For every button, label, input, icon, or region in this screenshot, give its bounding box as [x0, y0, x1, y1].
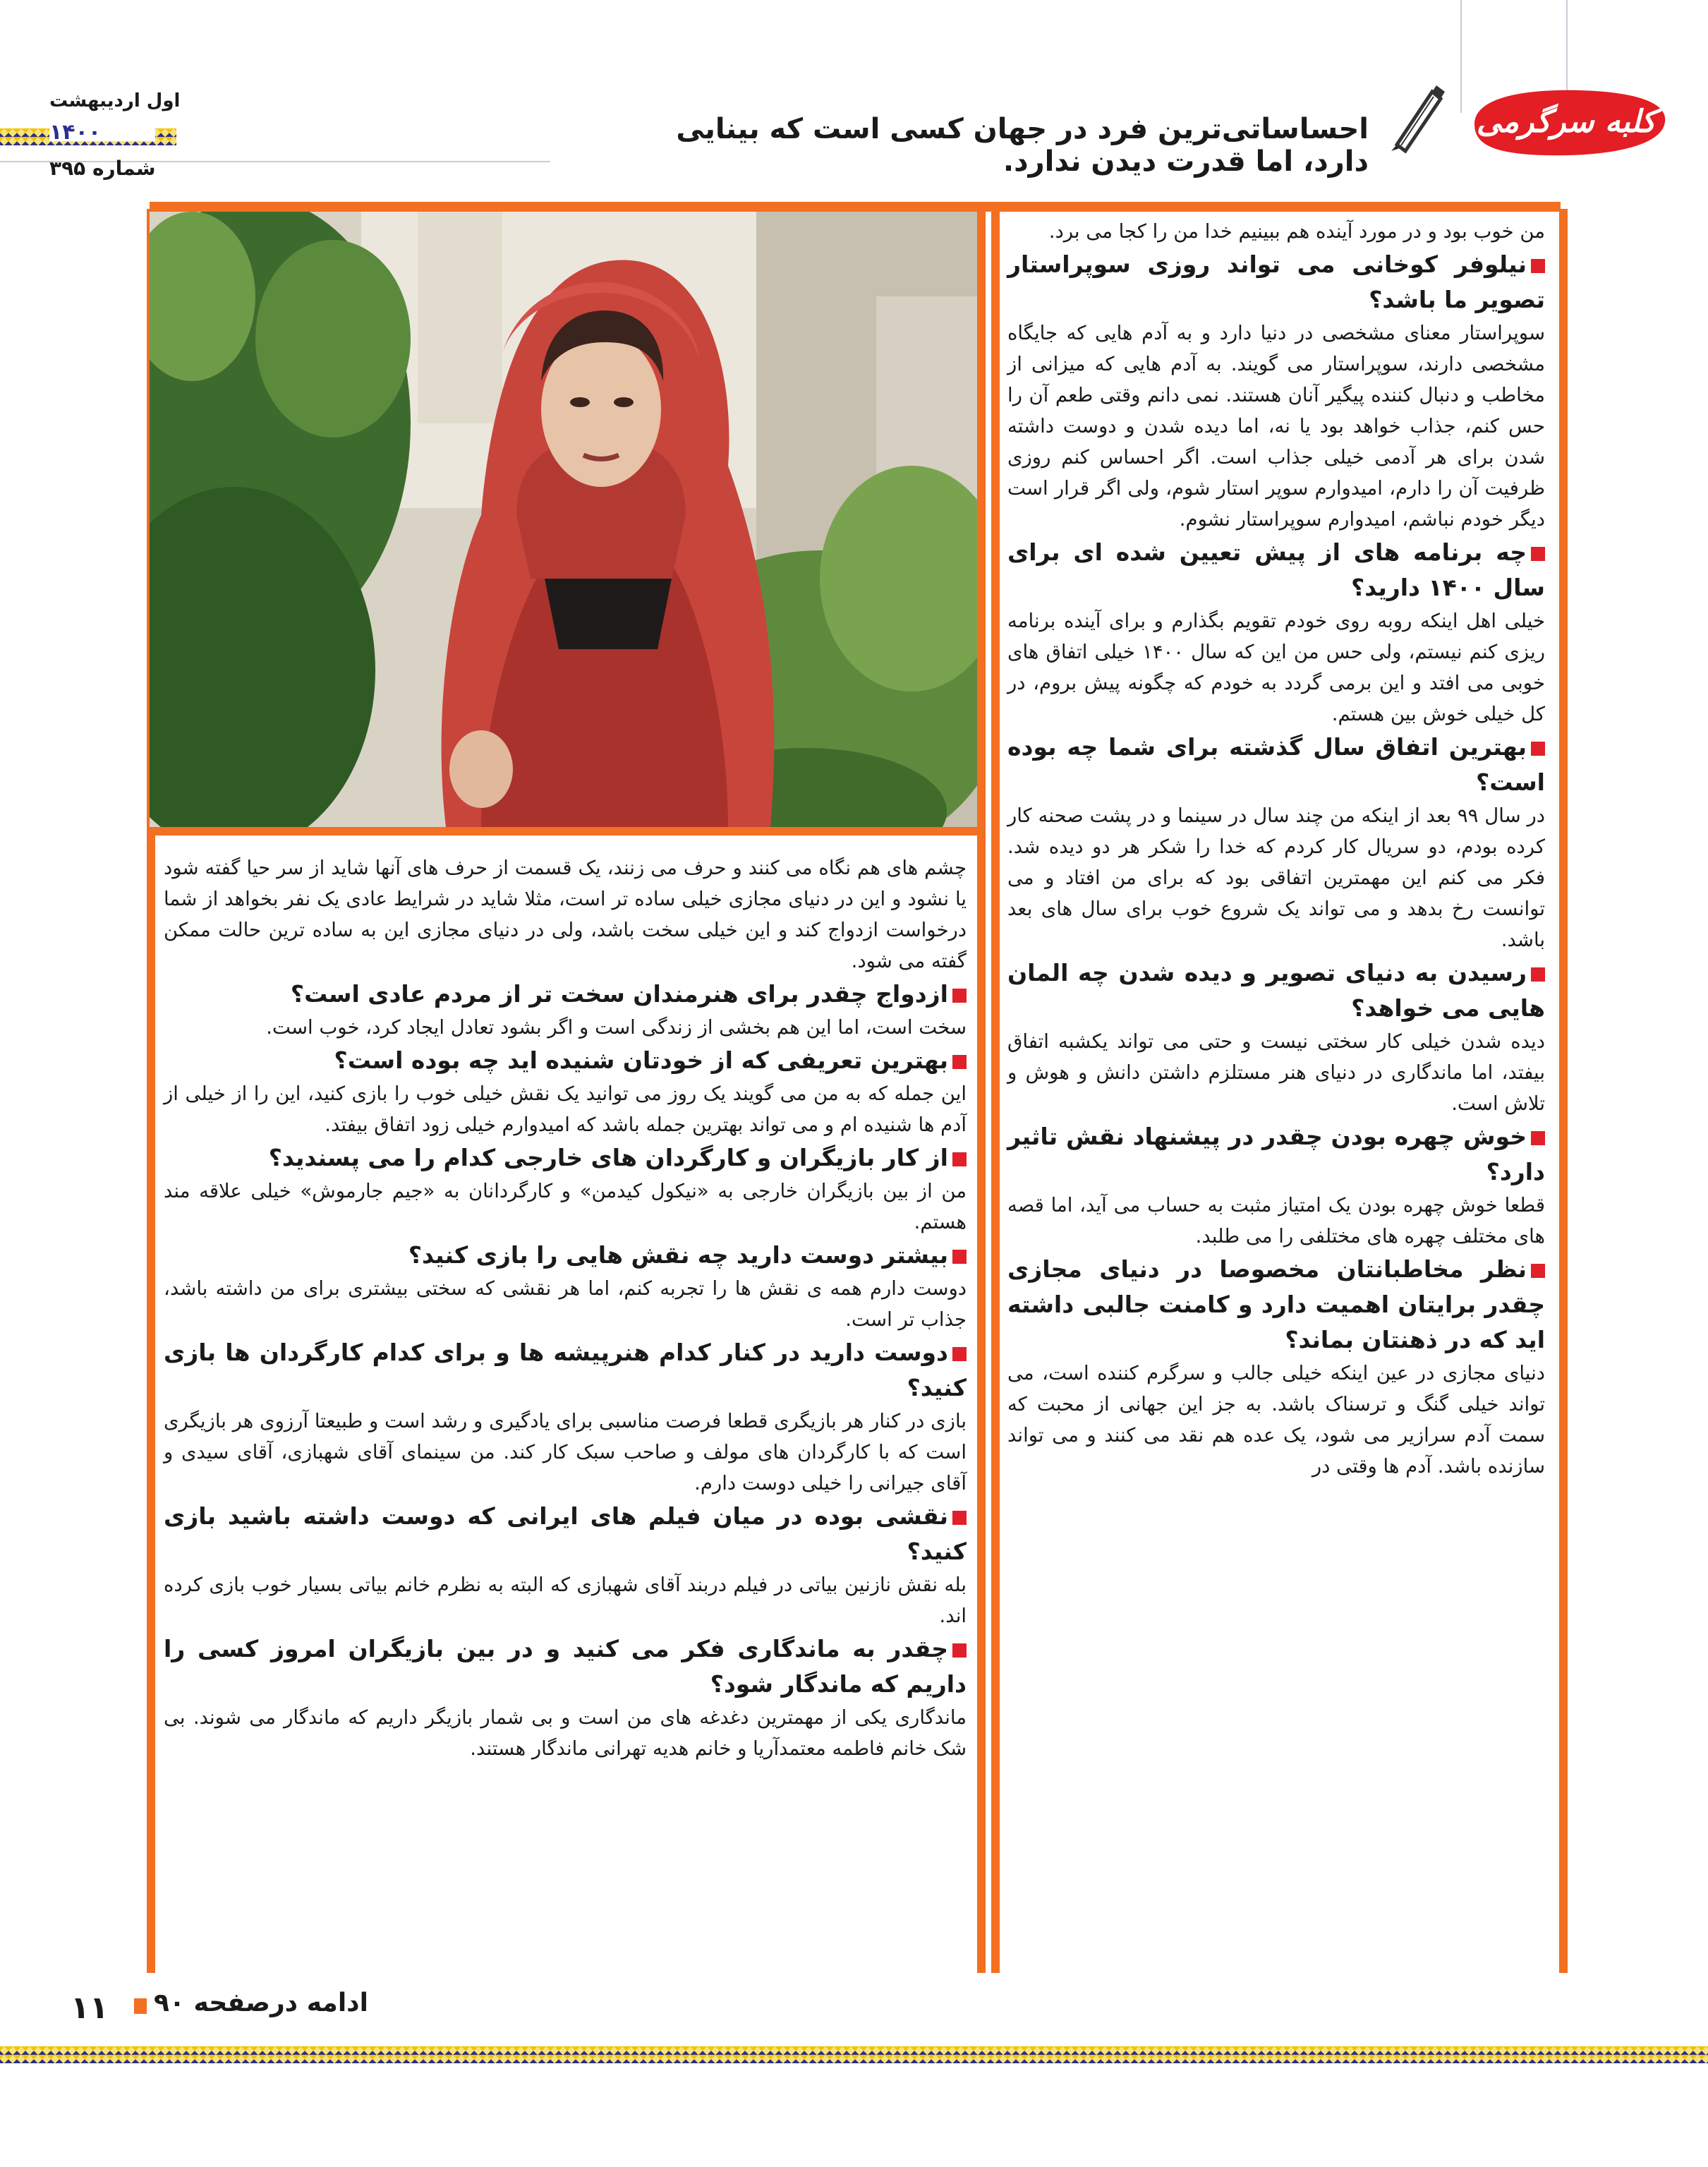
answer-paragraph: بازی در کنار هر بازیگری قطعا فرصت مناسبی برای یادگیری و رشد است و طبیعتا آرزوی هر بازیگری است که با کارگردان های مولف و صاحب سبک کار کند. من سینمای آقای شهبازی، آقای سیدی و آقای جیرانی را خیلی دوست دارم. — [164, 1410, 967, 1495]
interview-question — [164, 1238, 967, 1273]
right-text-column — [1007, 216, 1545, 1482]
interview-question — [164, 1043, 967, 1078]
answer-paragraph: سوپراستار معنای مشخصی در دنیا دارد و به آدم هایی که جایگاه مشخصی دارند، سوپراستار می گویند. به آدم هایی که میزانی از مخاطب و دنبال کننده پیگیر آنان هستند. نمی دانم وقتی طعم آن را حس کنم، جذاب خواهد بود یا نه، اما دیده شدن و دوست داشته شدن برای هر آدمی خیلی جذاب است. اگر احساس کنم روزی ظرفیت آن را دارم، امیدوارم سوپر استار شوم، ولی اگر قرار است دیگر خودم نباشم، امیدوارم سوپراستار نشوم. — [1007, 322, 1545, 531]
question-text: چه برنامه های از پیش تعیین شده ای برای سال ۱۴۰۰ دارید؟ — [1007, 538, 1545, 601]
interview-question — [1007, 955, 1545, 1026]
bottom-checker-strip — [0, 2046, 1708, 2063]
photo-bottom-line — [150, 827, 986, 835]
red-square-bullet-icon — [952, 1152, 967, 1166]
answer-paragraph: خیلی اهل اینکه روبه روی خودم تقویم بگذارم و برای آینده برنامه ریزی کنم نیستم، ولی حس من این که سال ۱۴۰۰ خیلی اتفاق های خوبی می افتد و این برمی گردد به خودم که چگونه پیش بروم، در کل خیلی خوش بین هستم. — [1007, 610, 1545, 725]
answer-paragraph: دنیای مجازی در عین اینکه خیلی جالب و سرگرم کننده است، می تواند خیلی گنگ و ترسناک باشد. به جز این جهانی از محبت که سمت آدم سرازیر می شود، یک عده هم نقد می کنند و می تواند سازنده باشد. آدم ها وقتی در — [1007, 1362, 1545, 1478]
left-text-column — [164, 852, 967, 1764]
pencil-icon — [1383, 78, 1446, 155]
answer-paragraph: سخت است، اما این هم بخشی از زندگی است و اگر بشود تعادل ایجاد کرد، خوب است. — [266, 1016, 967, 1039]
red-square-bullet-icon — [952, 1643, 967, 1658]
question-text: بهترین تعریفی که از خودتان شنیده اید چه بوده است؟ — [334, 1046, 948, 1074]
continued-note: ادامه درصفحه ۹۰ — [154, 1988, 368, 2017]
interview-question — [164, 1335, 967, 1406]
answer-paragraph: قطعا خوش چهره بودن یک امتیاز مثبت به حساب می آید، اما قصه های مختلف چهره های مختلفی را می طلبد. — [1007, 1194, 1545, 1248]
answer-paragraph: دوست دارم همه ی نقش ها را تجربه کنم، اما هر نقشی که سختی بیشتری برای من داشته باشد، جذاب تر است. — [164, 1277, 967, 1331]
red-square-bullet-icon — [952, 1250, 967, 1264]
answer-paragraph: من خوب بود و در مورد آینده هم ببینیم خدا من را کجا می برد. — [1048, 220, 1545, 243]
header-quote: احساساتی‌ترین فرد در جهان کسی است که بینایی دارد، اما قدرت دیدن ندارد. — [676, 113, 1369, 178]
red-square-bullet-icon — [1531, 1131, 1545, 1145]
portrait-photo — [150, 212, 977, 827]
red-square-bullet-icon — [1531, 967, 1545, 982]
magazine-logo — [1460, 83, 1672, 161]
interview-question — [1007, 1119, 1545, 1190]
interview-question — [164, 977, 967, 1012]
red-square-bullet-icon — [1531, 259, 1545, 273]
answer-paragraph: این جمله که به من می گویند یک روز می توانید یک نقش خیلی خوب را بازی کنید، این را از خیلی از آدم ها شنیده ام و می تواند بهترین جمله باشد که امیدوارم خیلی زود اتفاق بیفتد. — [164, 1082, 967, 1136]
interview-question — [164, 1140, 967, 1176]
question-text: نیلوفر کوخانی می تواند روزی سوپراستار تصویر ما باشد؟ — [1007, 250, 1545, 313]
answer-paragraph: چشم های هم نگاه می کنند و حرف می زنند، یک قسمت از حرف های آنها شاید از سر حیا گفته شود یا نشود و این در دنیای مجازی خیلی ساده تر است، مثلا شاید در شرایط عادی یک نفر بخواهد از شما درخواست ازدواج کند و این خیلی سخت باشد، ولی در دنیای مجازی این به ساده ترین حالت ممکن گفته می شود. — [164, 857, 967, 972]
interview-question — [1007, 247, 1545, 318]
red-square-bullet-icon — [952, 1511, 967, 1525]
question-text: رسیدن به دنیای تصویر و دیده شدن چه المان هایی می خواهد؟ — [1007, 959, 1545, 1022]
issue-number: شماره ۳۹۵ — [49, 157, 156, 180]
question-text: نظر مخاطبانتان مخصوصا در دنیای مجازی چقدر برایتان اهمیت دارد و کامنت جالبی داشته اید که در ذهنتان بماند؟ — [1007, 1255, 1545, 1353]
column-divider-right — [991, 209, 1000, 1973]
column-divider-left — [977, 209, 986, 1973]
red-square-bullet-icon — [952, 1055, 967, 1069]
issue-year: ۱۴۰۰ — [49, 120, 155, 141]
answer-paragraph: دیده شدن خیلی کار سختی نیست و حتی می تواند یکشبه اتفاق بیفتد، اما ماندگاری در دنیای هنر مستلزم داشتن دانش و هوش و تلاش است. — [1007, 1030, 1545, 1115]
answer-paragraph: بله نقش نازنین بیاتی در فیلم دربند آقای شهبازی که البته به نظرم خانم بیاتی بسیار خوب بازی کرده اند. — [164, 1574, 967, 1627]
question-text: ازدواج چقدر برای هنرمندان سخت تر از مردم عادی است؟ — [290, 980, 948, 1008]
interview-question — [164, 1499, 967, 1569]
answer-paragraph: من از بین بازیگران خارجی به «نیکول کیدمن» و کارگردانان به «جیم جارموش» خیلی علاقه مند هستم. — [164, 1180, 967, 1233]
question-text: نقشی بوده در میان فیلم های ایرانی که دوست داشته باشید بازی کنید؟ — [164, 1502, 967, 1565]
question-text: بهترین اتفاق سال گذشته برای شما چه بوده است؟ — [1007, 733, 1545, 796]
question-text: از کار بازیگران و کارگردان های خارجی کدام را می پسندید؟ — [268, 1144, 948, 1171]
right-frame-line — [1559, 209, 1568, 1973]
red-square-bullet-icon — [1531, 547, 1545, 561]
answer-paragraph: ماندگاری یکی از مهمترین دغدغه های من است و بی شمار بازیگر داریم که ماندگار می شوند. بی شک خانم فاطمه معتمدآریا و خانم هدیه تهرانی ماندگار هستند. — [164, 1706, 967, 1760]
question-text: خوش چهره بودن چقدر در پیشنهاد نقش تاثیر دارد؟ — [1007, 1123, 1545, 1185]
top-accent-bar — [150, 202, 1561, 212]
interview-question — [1007, 535, 1545, 605]
question-text: بیشتر دوست دارید چه نقش هایی را بازی کنید؟ — [408, 1241, 948, 1269]
page-marker — [134, 1998, 147, 2014]
question-text: دوست دارید در کنار کدام هنرپیشه ها و برای کدام کارگردان ها بازی کنید؟ — [164, 1339, 967, 1401]
interview-question — [1007, 730, 1545, 800]
issue-date: اول اردیبهشت — [49, 90, 181, 111]
interview-question — [1007, 1252, 1545, 1358]
red-square-bullet-icon — [1531, 742, 1545, 756]
page-number: ۱۱ — [71, 1990, 109, 2026]
logo-text: کلبه سرگرمی — [1476, 104, 1656, 140]
red-square-bullet-icon — [952, 989, 967, 1003]
red-square-bullet-icon — [952, 1347, 967, 1361]
red-square-bullet-icon — [1531, 1264, 1545, 1278]
question-text: چقدر به ماندگاری فکر می کنید و در بین بازیگران امروز کسی را داریم که ماندگار شود؟ — [164, 1635, 967, 1698]
interview-question — [164, 1631, 967, 1702]
answer-paragraph: در سال ۹۹ بعد از اینکه من چند سال در سینما و در پشت صحنه کار کرده بودم، دو سریال کار کردم که خدا را شکر هر دو دیده شد. فکر می کنم این مهمترین اتفاقی بود که برای من افتاد و می توانست رخ بدهد و می تواند یک شروع خوب برای سال های بعد باشد. — [1007, 804, 1545, 951]
